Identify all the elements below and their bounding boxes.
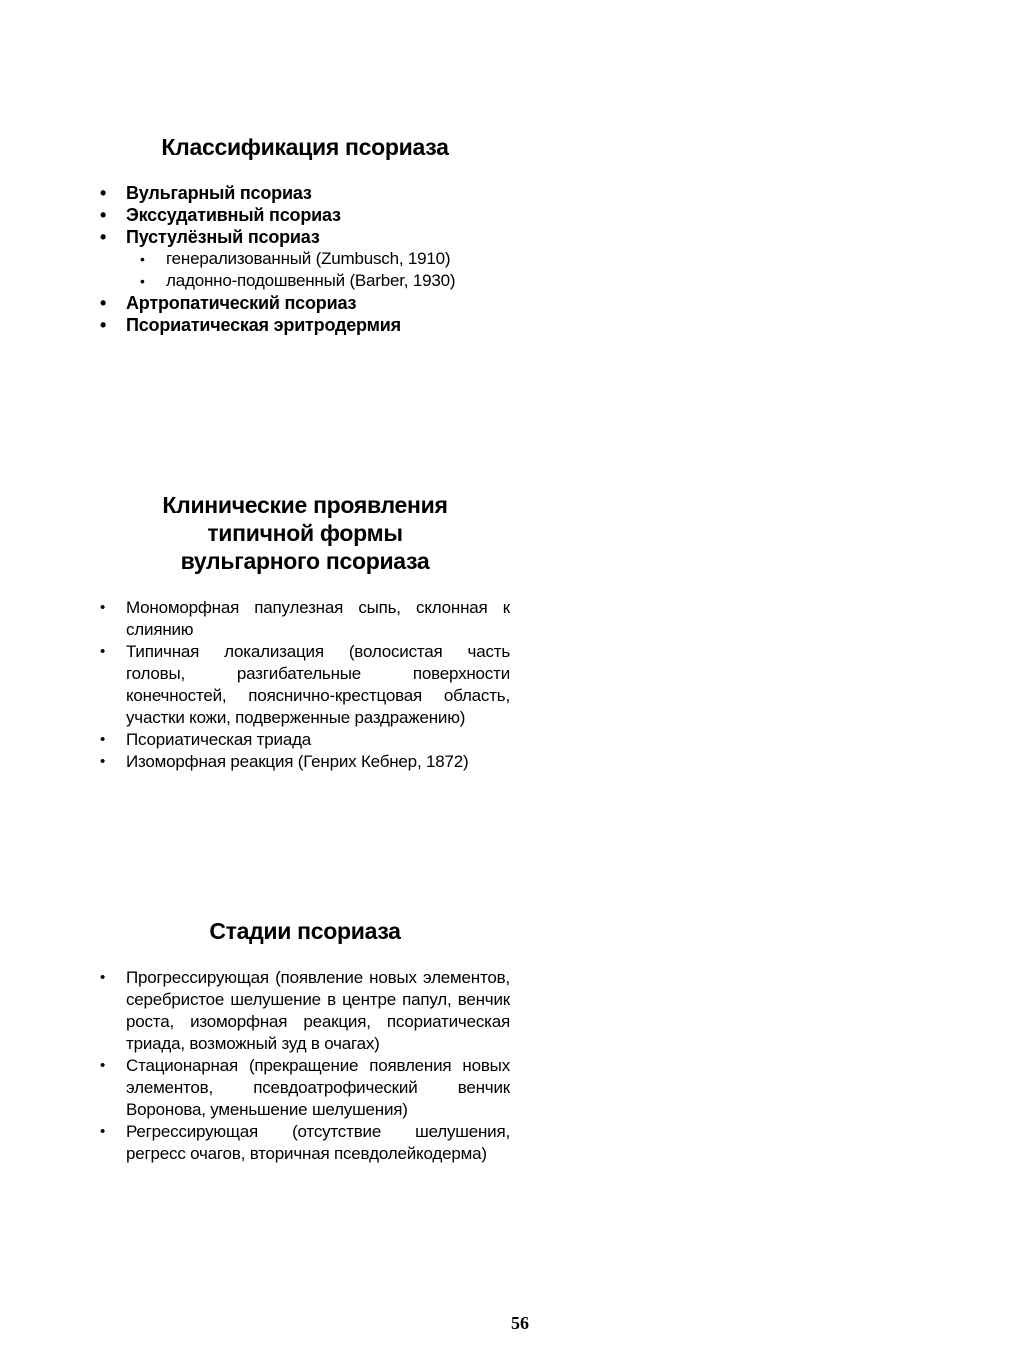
stages-list — [100, 967, 510, 1165]
list-item — [100, 597, 510, 641]
sub-list — [140, 248, 510, 292]
clinical-manifestations-list — [100, 597, 510, 773]
list-item — [100, 204, 510, 226]
list-item — [100, 182, 510, 204]
clinical-manifestations-heading — [100, 491, 510, 575]
list-item-text: Экссудативный псориаз — [126, 205, 341, 225]
stages-heading: Стадии псориаза — [209, 918, 401, 944]
list-item — [100, 226, 510, 292]
bullet-icon: • — [100, 293, 107, 313]
list-item-text: Артропатический псориаз — [126, 293, 357, 313]
bullet-icon: • — [100, 731, 106, 748]
classification-list — [100, 182, 510, 336]
classification-heading: Классификация псориаза — [161, 134, 449, 160]
bullet-icon: • — [100, 753, 106, 770]
list-item-text: Псориатическая триада — [126, 730, 312, 749]
list-item — [100, 751, 510, 773]
list-item — [100, 967, 510, 1055]
list-item-text: Стационарная (прекращение появления новых элементов, псевдоатрофический венчик Воронова, уменьшение шелушения) — [126, 1056, 510, 1119]
heading-line: типичной формы — [207, 520, 403, 546]
bullet-icon: • — [140, 273, 145, 289]
bullet-icon: • — [100, 643, 106, 660]
list-item-text: Типичная локализация (волосистая часть головы, разгибательные поверхности конечностей, пояснично-крестцовая область, участки кожи, подверженные раздражению) — [126, 642, 510, 727]
list-item — [100, 292, 510, 314]
list-item-text: Псориатическая эритродермия — [126, 315, 401, 335]
bullet-icon: • — [100, 599, 106, 616]
bullet-icon: • — [100, 205, 107, 225]
bullet-icon: • — [100, 1057, 106, 1074]
sub-list-item — [140, 248, 510, 270]
list-item-text: Регрессирующая (отсутствие шелушения, регресс очагов, вторичная псевдолейкодерма) — [126, 1122, 510, 1163]
bullet-icon: • — [100, 969, 106, 986]
page-number: 56 — [511, 1313, 529, 1333]
bullet-icon: • — [100, 315, 107, 335]
heading-line: вульгарного псориаза — [180, 548, 430, 574]
heading-line: Клинические проявления — [162, 492, 448, 518]
list-item — [100, 641, 510, 729]
bullet-icon: • — [100, 1123, 106, 1140]
bullet-icon: • — [100, 227, 107, 247]
list-item — [100, 314, 510, 336]
sub-list-item — [140, 270, 510, 292]
list-item-text: Пустулёзный псориаз — [126, 227, 320, 247]
list-item-text: Мономорфная папулезная сыпь, склонная к слиянию — [126, 598, 510, 639]
sub-list-item-text: генерализованный (Zumbusch, 1910) — [166, 249, 451, 268]
list-item — [100, 729, 510, 751]
list-item-text: Вульгарный псориаз — [126, 183, 312, 203]
list-item — [100, 1055, 510, 1121]
bullet-icon: • — [140, 251, 145, 267]
list-item — [100, 1121, 510, 1165]
sub-list-item-text: ладонно-подошвенный (Barber, 1930) — [166, 271, 456, 290]
list-item-text: Изоморфная реакция (Генрих Кебнер, 1872) — [126, 752, 469, 771]
bullet-icon: • — [100, 183, 107, 203]
list-item-text: Прогрессирующая (появление новых элементов, серебристое шелушение в центре папул, венчик роста, изоморфная реакция, псориатическая триада, возможный зуд в очагах) — [126, 968, 510, 1053]
